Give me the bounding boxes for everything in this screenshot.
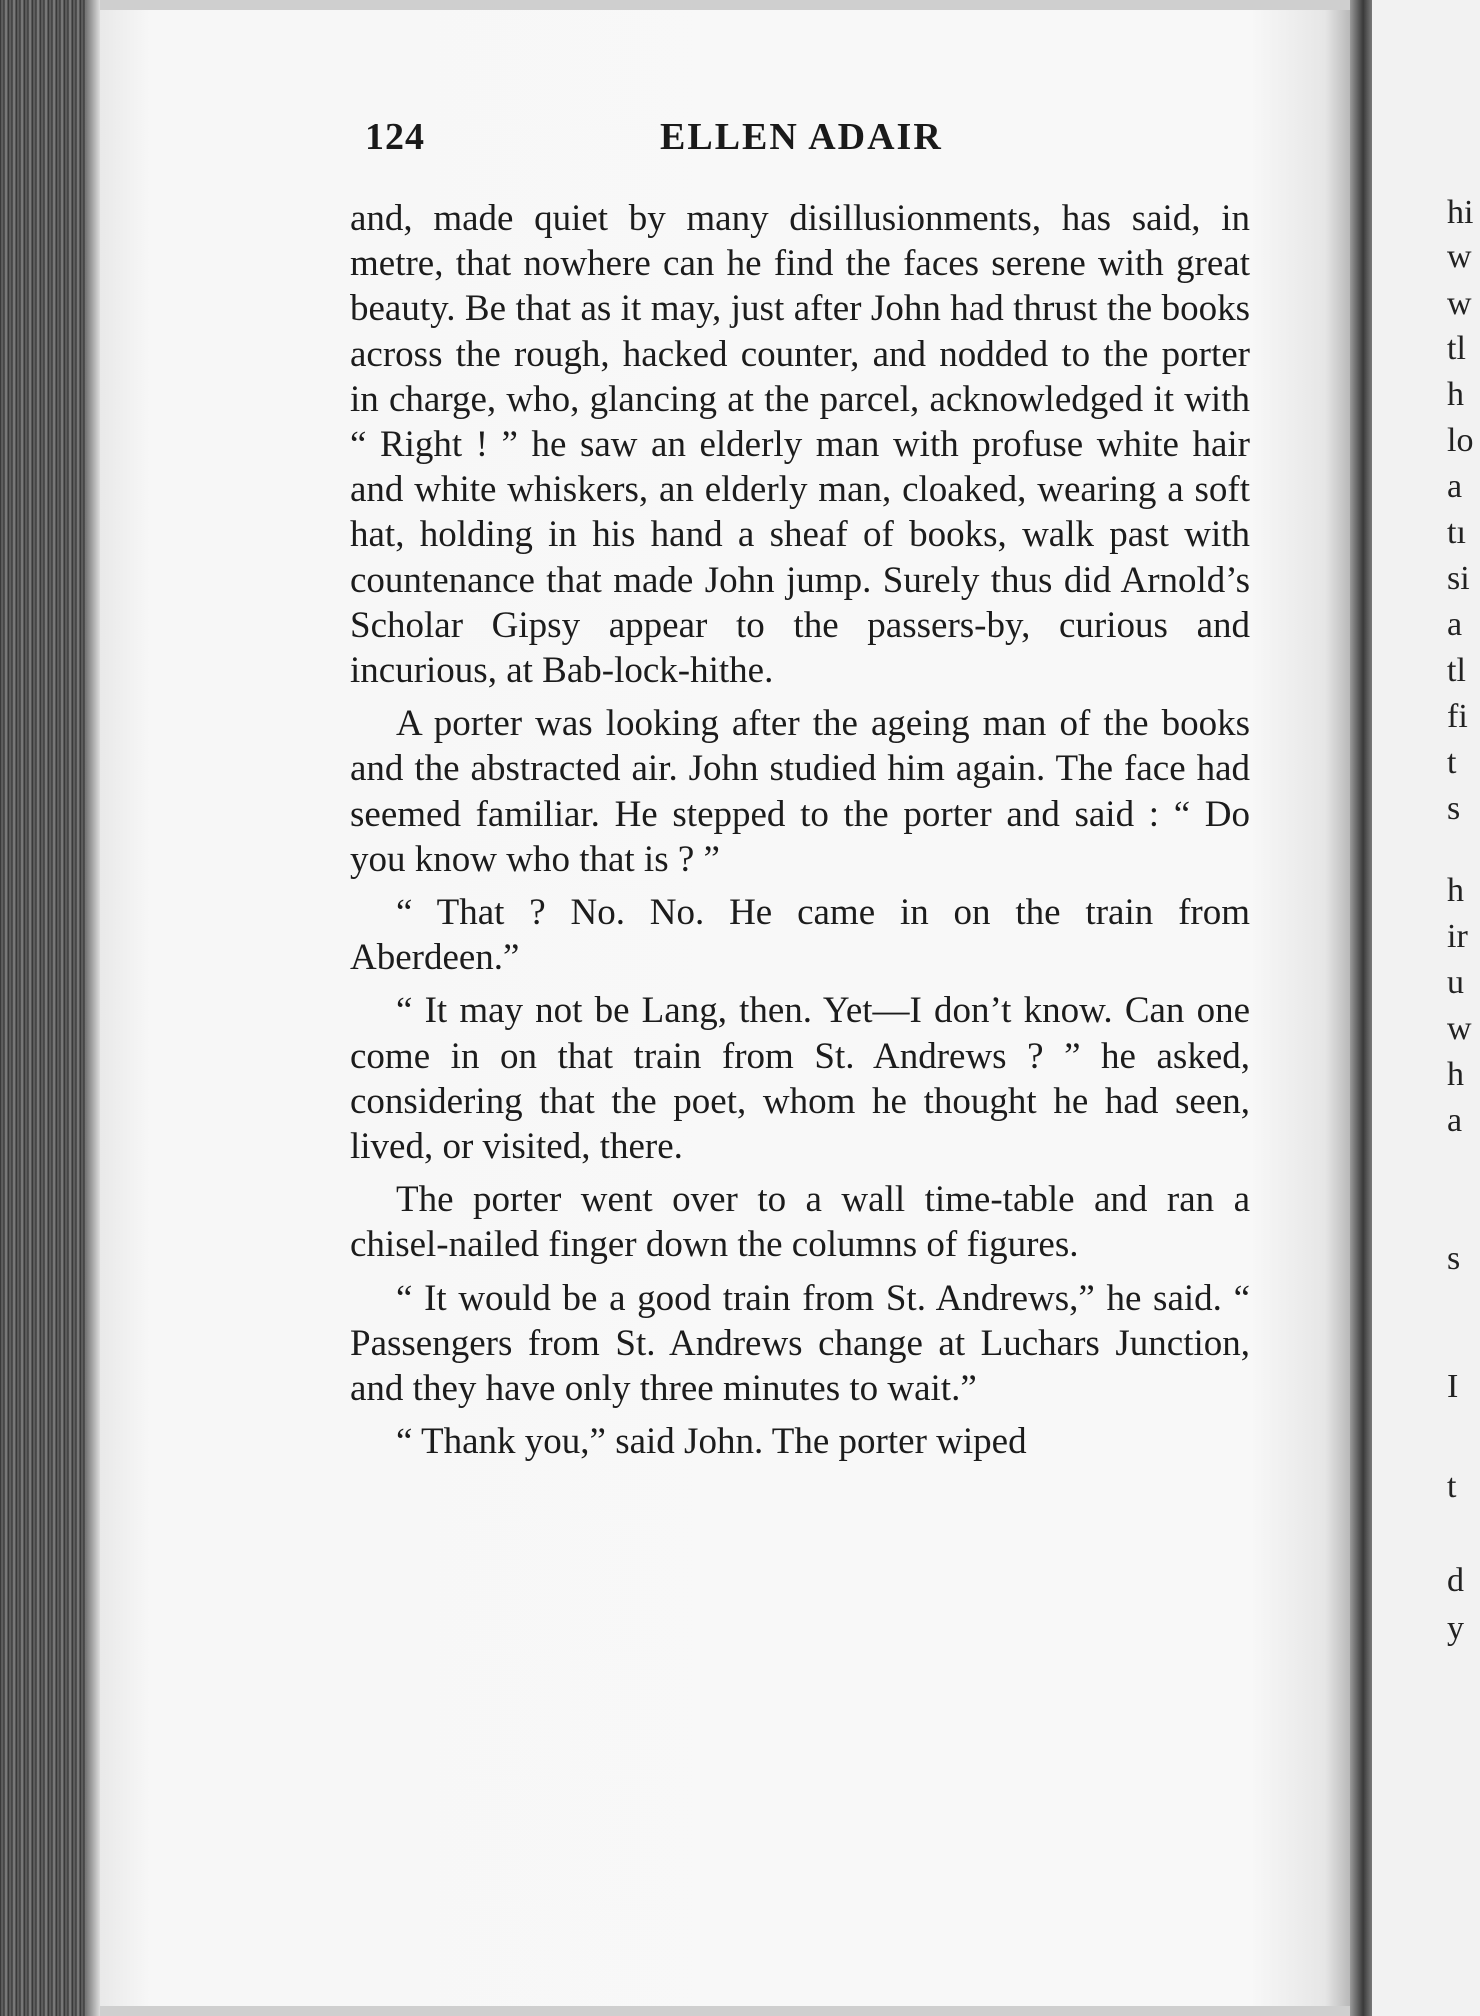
facing-text-fragment: ir [1447,918,1468,955]
facing-text-fragment: h [1447,872,1464,909]
facing-text-fragment: I [1447,1368,1459,1405]
paragraph: “ Thank you,” said John. The porter wiped [396,1421,1027,1463]
facing-text-fragment: a [1447,606,1463,643]
facing-text-fragment: a [1447,1102,1463,1139]
facing-text-fragment: tl [1447,652,1466,689]
paragraph: The porter went over to a wall time-table and ran a chisel-nailed finger down the columns of figures. [350,1179,1250,1266]
page-number: 124 [365,116,425,158]
facing-text-fragment: s [1447,1240,1461,1277]
facing-text-fragment: t [1447,1468,1457,1505]
facing-page [1372,0,1480,2016]
facing-text-fragment: w [1447,285,1472,322]
paragraph: “ That ? No. No. He came in on the train from Aberdeen.” [350,892,1250,979]
facing-text-fragment: u [1447,964,1464,1001]
facing-text-fragment: w [1447,238,1472,275]
paragraph: “ It would be a good train from St. Andrews,” he said. “ Passengers from St. Andrews change at Luchars Junction, and they have only three minutes to wait.” [350,1277,1250,1410]
body-text [350,196,1250,1472]
facing-text-fragment: a [1447,468,1463,505]
page-gutter [1350,0,1372,2016]
book-title: ELLEN ADAIR [660,116,943,158]
facing-text-fragment: fi [1447,698,1468,735]
paragraph: and, made quiet by many disillusionments, has said, in metre, that nowhere can he find the faces serene with great beauty. Be that as it may, just after John had thrust the books across the rough, hacked counter, and nodded to the porter in charge, who, glancing at the parcel, acknowledged it with “ Right ! ” he saw an elderly man with profuse white hair and white whiskers, an elderly man, cloaked, wearing a soft hat, holding in his hand a sheaf of books, walk past with countenance that made John jump. Surely thus did Arnold’s Scholar Gipsy appear to the passers-by, curious and incurious, at Bab-lock-hithe. [350,198,1250,692]
facing-text-fragment: h [1447,376,1464,413]
facing-text-fragment: d [1447,1562,1464,1599]
facing-text-fragment: t [1447,744,1457,781]
facing-text-fragment: tl [1447,330,1466,367]
facing-text-fragment: w [1447,1010,1472,1047]
facing-text-fragment: h [1447,1056,1464,1093]
facing-text-fragment: si [1447,560,1470,597]
facing-text-fragment: hi [1447,194,1474,231]
paragraph: A porter was looking after the ageing man of the books and the abstracted air. John studied him again. The face had seemed familiar. He stepped to the porter and said : “ Do you know who that is ? ” [350,703,1250,880]
facing-text-fragment: s [1447,790,1461,827]
facing-text-fragment: y [1447,1610,1464,1647]
book-spine [0,0,100,2016]
running-head [365,115,1005,165]
paragraph: “ It may not be Lang, then. Yet—I don’t know. Can one come in on that train from St. Andrews ? ” he asked, considering that the poet, whom he thought he had seen, lived, or visited, there. [350,990,1250,1168]
facing-text-fragment: lo [1447,422,1474,459]
facing-text-fragment: tı [1447,514,1466,551]
